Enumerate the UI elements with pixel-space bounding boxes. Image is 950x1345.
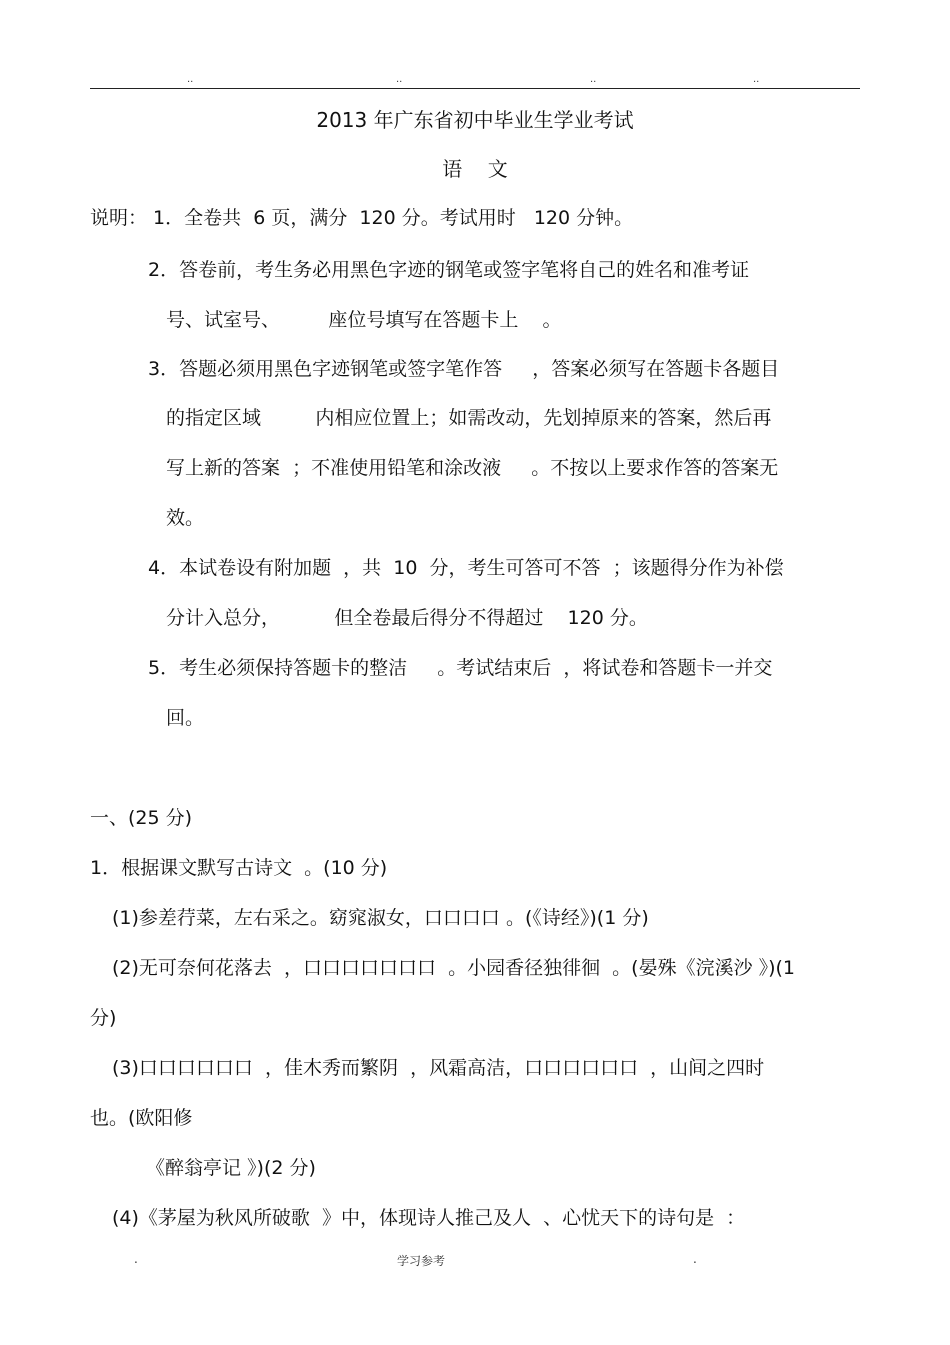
- instruction-line: 号、试室号、 座位号填写在答题卡上 。: [166, 309, 562, 331]
- question-item: (4)《茅屋为秋风所破歌 》中，体现诗人推己及人 、心忧天下的诗句是 ：: [112, 1207, 746, 1229]
- exam-subject: 语 文: [442, 157, 508, 181]
- header-rule: [90, 88, 860, 89]
- instruction-line: 4．本试卷设有附加题 ，共 10 分，考生可答可不答 ；该题得分作为补偿: [148, 557, 784, 579]
- instruction-line: 说明： 1．全卷共 6 页，满分 120 分。考试用时 120 分钟。: [90, 207, 634, 229]
- instruction-line: 的指定区域 内相应位置上；如需改动，先划掉原来的答案，然后再: [166, 407, 772, 429]
- footer-dot: .: [693, 1252, 697, 1266]
- header-dot: ..: [396, 74, 403, 85]
- section-heading: 一、(25 分): [90, 807, 193, 829]
- footer-label: 学习参考: [397, 1254, 446, 1268]
- question-item: 也。(欧阳修: [90, 1107, 193, 1129]
- instruction-line: 效。: [166, 507, 205, 529]
- header-dot: ..: [187, 74, 194, 85]
- question-item: (3)口口口口口口 ，佳木秀而繁阴 ，风霜高洁，口口口口口口 ，山间之四时: [112, 1057, 765, 1079]
- question-item: 《醉翁亭记 》)(2 分): [146, 1157, 316, 1179]
- instruction-line: 写上新的答案 ；不准使用铅笔和涂改液 。不按以上要求作答的答案无: [166, 457, 779, 479]
- instruction-line: 5．考生必须保持答题卡的整洁 。考试结束后 ，将试卷和答题卡一并交: [148, 657, 773, 679]
- footer-dot: .: [134, 1252, 138, 1266]
- instruction-line: 回。: [166, 707, 205, 729]
- exam-title: 2013 年广东省初中毕业生学业考试: [316, 108, 634, 132]
- question-item: 分): [90, 1007, 117, 1029]
- instruction-line: 3．答题必须用黑色字迹钢笔或签字笔作答 ，答案必须写在答题卡各题目: [148, 358, 780, 380]
- header-dot: ..: [590, 74, 597, 85]
- question-item: (2)无可奈何花落去 ，口口口口口口口 。小园香径独徘徊 。(晏殊《浣溪沙 》)(1: [112, 957, 796, 979]
- instruction-line: 2．答卷前，考生务必用黑色字迹的钢笔或签字笔将自己的姓名和准考证: [148, 259, 750, 281]
- instruction-line: 分计入总分， 但全卷最后得分不得超过 120 分。: [166, 607, 648, 629]
- question-item: (1)参差荇菜，左右采之。窈窕淑女，口口口口 。(《诗经》)(1 分): [112, 907, 649, 929]
- header-dot: ..: [753, 74, 760, 85]
- question-1: 1．根据课文默写古诗文 。(10 分): [90, 857, 388, 879]
- page-header: [0, 74, 950, 86]
